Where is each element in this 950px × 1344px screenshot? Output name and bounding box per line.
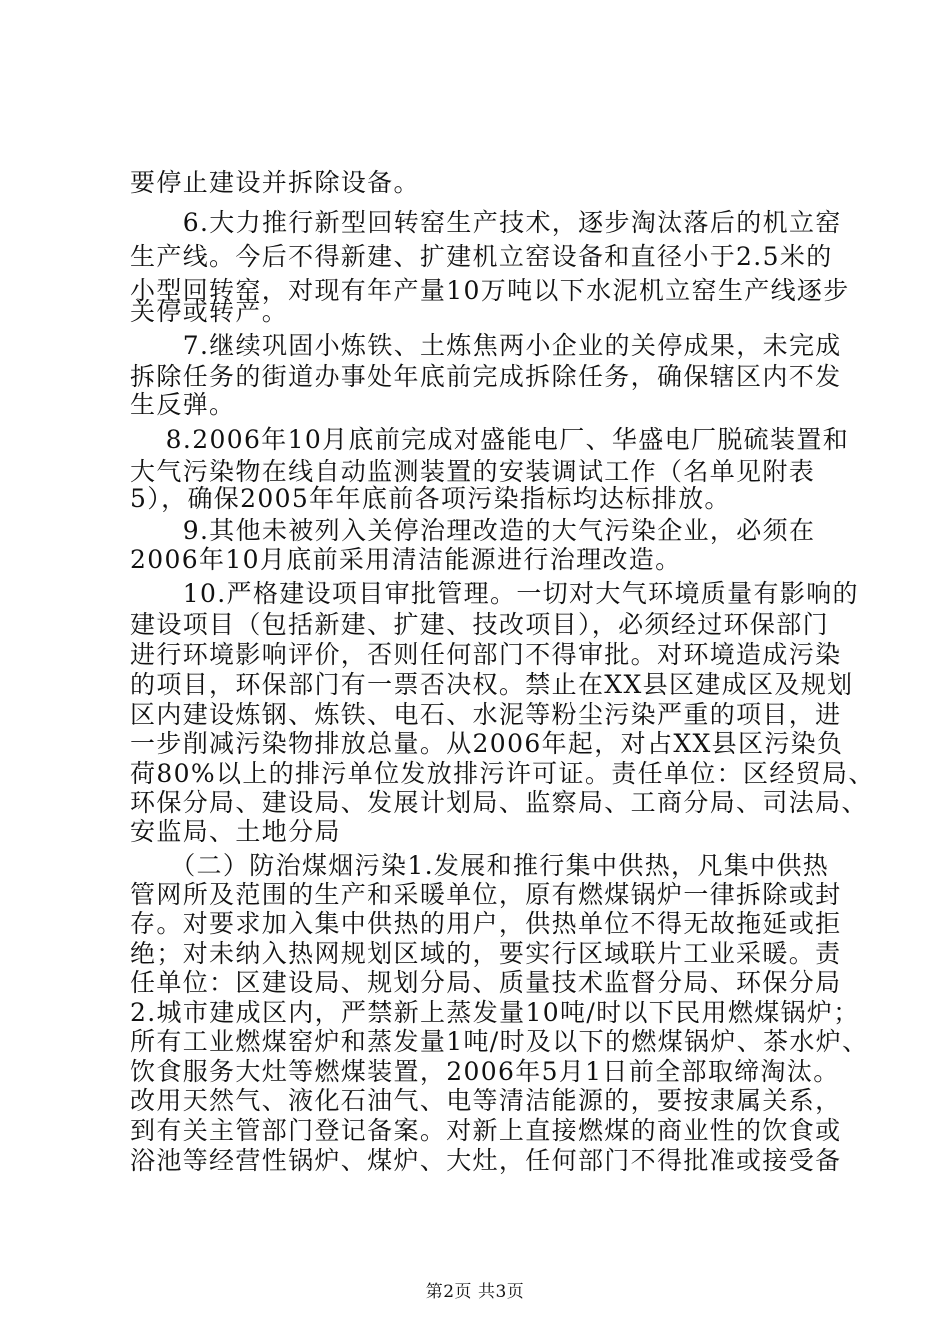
text-line: 任单位：区建设局、规划分局、质量技术监督分局、环保分局	[130, 968, 842, 997]
text-line: 区内建设炼钢、炼铁、电石、水泥等粉尘污染严重的项目，进	[130, 700, 842, 729]
text-line: 生产线。今后不得新建、扩建机立窑设备和直径小于2.5米的	[130, 242, 833, 271]
text-line: 安监局、土地分局	[130, 817, 341, 846]
text-line: 改用天然气、液化石油气、电等清洁能源的，要按隶属关系，	[130, 1086, 842, 1115]
text-line: 关停或转产。	[130, 297, 289, 326]
text-line: 要停止建设并拆除设备。	[130, 168, 420, 197]
text-line: 生反弹。	[130, 390, 236, 419]
text-line: 2.城市建成区内，严禁新上蒸发量10吨/时以下民用燃煤锅炉；	[130, 998, 860, 1027]
text-line: 拆除任务的街道办事处年底前完成拆除任务，确保辖区内不发	[130, 362, 842, 391]
text-line: 5），确保2005年年底前各项污染指标均达标排放。	[130, 484, 731, 513]
text-line: 进行环境影响评价，否则任何部门不得审批。对环境造成污染	[130, 640, 842, 669]
text-line: 2006年10月底前采用清洁能源进行治理改造。	[130, 545, 682, 574]
text-line: 存。对要求加入集中供热的用户，供热单位不得无故拖延或拒	[130, 909, 842, 938]
text-line: 9.其他未被列入关停治理改造的大气污染企业，必须在	[130, 516, 816, 545]
page-number-footer: 第2页 共3页	[425, 1282, 525, 1302]
text-line: （二）防治煤烟污染1.发展和推行集中供热，凡集中供热	[130, 851, 830, 880]
text-line: 到有关主管部门登记备案。对新上直接燃煤的商业性的饮食或	[130, 1116, 842, 1145]
text-line: 小型回转窑，对现有年产量10万吨以下水泥机立窑生产线逐步	[130, 276, 850, 305]
text-line: 8.2006年10月底前完成对盛能电厂、华盛电厂脱硫装置和	[130, 425, 850, 454]
text-line: 管网所及范围的生产和采暖单位，原有燃煤锅炉一律拆除或封	[130, 880, 842, 909]
text-line: 环保分局、建设局、发展计划局、监察局、工商分局、司法局、	[130, 788, 868, 817]
text-line: 浴池等经营性锅炉、煤炉、大灶，任何部门不得批准或接受备	[130, 1146, 842, 1175]
text-line: 建设项目（包括新建、扩建、技改项目），必须经过环保部门	[130, 610, 829, 639]
text-line: 荷80%以上的排污单位发放排污许可证。责任单位：区经贸局、	[130, 759, 875, 788]
text-line: 一步削减污染物排放总量。从2006年起，对占XX县区污染负	[130, 729, 844, 758]
text-line: 6.大力推行新型回转窑生产技术，逐步淘汰落后的机立窑	[130, 208, 842, 237]
text-line: 10.严格建设项目审批管理。一切对大气环境质量有影响的	[130, 579, 859, 608]
text-line: 大气污染物在线自动监测装置的安装调试工作（名单见附表	[130, 457, 816, 486]
text-line: 饮食服务大灶等燃煤装置，2006年5月1日前全部取缔淘汰。	[130, 1057, 840, 1086]
text-line: 绝；对未纳入热网规划区域的，要实行区域联片工业采暖。责	[130, 939, 842, 968]
text-line: 7.继续巩固小炼铁、土炼焦两小企业的关停成果，未完成	[130, 331, 842, 360]
text-line: 所有工业燃煤窑炉和蒸发量1吨/时及以下的燃煤锅炉、茶水炉、	[130, 1027, 869, 1056]
text-line: 的项目，环保部门有一票否决权。禁止在XX县区建成区及规划	[130, 670, 854, 699]
